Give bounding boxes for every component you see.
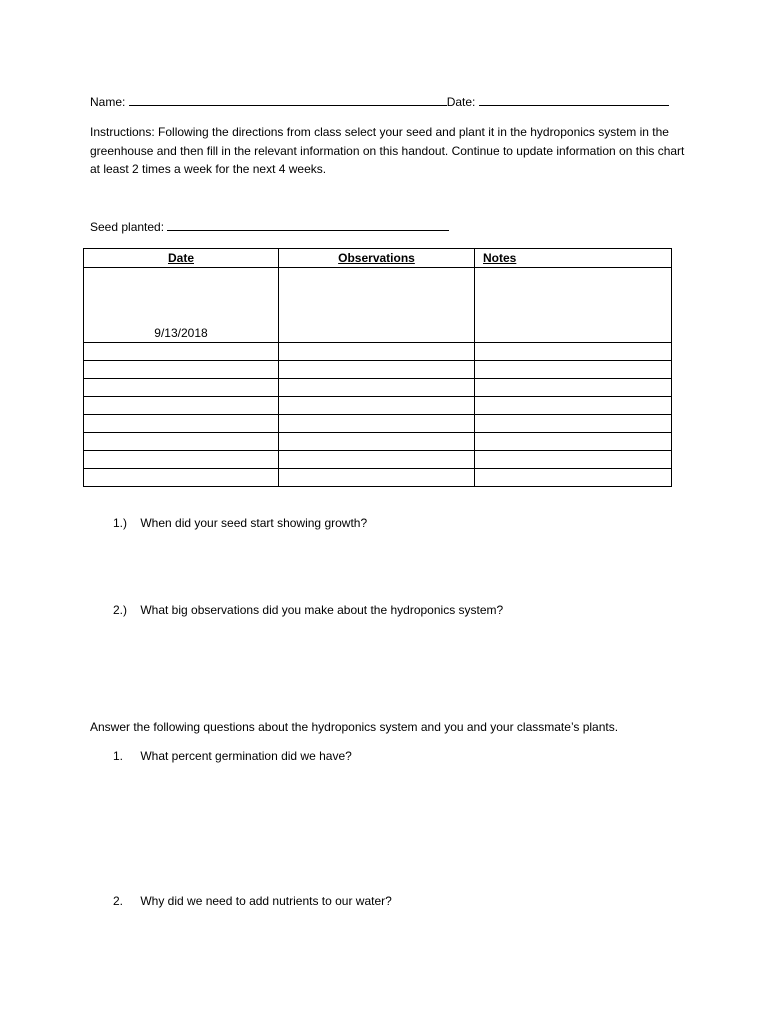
table-cell-observations[interactable]: [279, 469, 475, 487]
section-2-intro: Answer the following questions about the hydroponics system and you and your classmate’s plants.: [90, 720, 619, 734]
table-header-row: [84, 249, 672, 268]
question-number: 1.): [113, 516, 128, 530]
question-text: What percent germination did we have?: [140, 749, 352, 763]
table-cell-notes[interactable]: [475, 343, 672, 361]
table-cell-observations[interactable]: [279, 397, 475, 415]
name-date-line: [90, 93, 669, 111]
observation-table: [83, 248, 672, 487]
date-blank[interactable]: [479, 93, 669, 106]
table-cell-notes[interactable]: [475, 469, 672, 487]
table-cell-observations[interactable]: [279, 361, 475, 379]
table-cell-observations[interactable]: [279, 451, 475, 469]
table-cell-date[interactable]: [84, 397, 279, 415]
table-row: [84, 451, 672, 469]
table-cell-date[interactable]: [84, 433, 279, 451]
seed-planted-blank[interactable]: [167, 218, 449, 231]
table-row: [84, 433, 672, 451]
table-cell-notes[interactable]: [475, 433, 672, 451]
table-row: [84, 415, 672, 433]
instructions-text: Instructions: Following the directions from class select your seed and plant it in the hydroponics system in the greenhouse and then fill in the relevant information on this handout. Continue to update information on this chart at least 2 times a week for the next 4 weeks.: [90, 125, 685, 176]
question-number: 2.): [113, 603, 128, 617]
name-label: Name:: [90, 95, 126, 109]
table-cell-date[interactable]: [84, 379, 279, 397]
table-row: [84, 397, 672, 415]
question-germination: [113, 747, 352, 765]
question-text: Why did we need to add nutrients to our water?: [140, 894, 392, 908]
table-cell-observations[interactable]: [279, 415, 475, 433]
table-cell-date[interactable]: 9/13/2018: [84, 268, 279, 343]
table-cell-date[interactable]: [84, 451, 279, 469]
table-cell-observations[interactable]: [279, 379, 475, 397]
table-row: [84, 379, 672, 397]
question-number: 1.: [113, 749, 124, 763]
question-2-observations: [113, 601, 503, 619]
header-date: Date: [84, 249, 279, 268]
seed-planted-line: [90, 218, 449, 236]
table-cell-notes[interactable]: [475, 379, 672, 397]
table-row: [84, 469, 672, 487]
question-1-growth: [113, 514, 367, 532]
table-cell-notes[interactable]: [475, 268, 672, 343]
table-cell-observations[interactable]: [279, 343, 475, 361]
table-cell-date[interactable]: [84, 469, 279, 487]
table-row: [84, 343, 672, 361]
table-cell-date[interactable]: [84, 343, 279, 361]
question-nutrients: [113, 892, 392, 910]
date-label: Date:: [446, 95, 476, 109]
table-row: [84, 268, 672, 343]
table-cell-notes[interactable]: [475, 397, 672, 415]
table-row: [84, 361, 672, 379]
name-blank[interactable]: [129, 93, 447, 106]
table-cell-observations[interactable]: [279, 433, 475, 451]
question-text: When did your seed start showing growth?: [140, 516, 368, 530]
question-text: What big observations did you make about the hydroponics system?: [140, 603, 504, 617]
table-cell-notes[interactable]: [475, 415, 672, 433]
header-notes: Notes: [475, 249, 672, 268]
table-cell-date[interactable]: [84, 361, 279, 379]
question-number: 2.: [113, 894, 124, 908]
seed-planted-label: Seed planted:: [90, 220, 165, 234]
header-observations: Observations: [279, 249, 475, 268]
table-cell-date[interactable]: [84, 415, 279, 433]
table-cell-notes[interactable]: [475, 451, 672, 469]
table-cell-notes[interactable]: [475, 361, 672, 379]
table-cell-observations[interactable]: [279, 268, 475, 343]
